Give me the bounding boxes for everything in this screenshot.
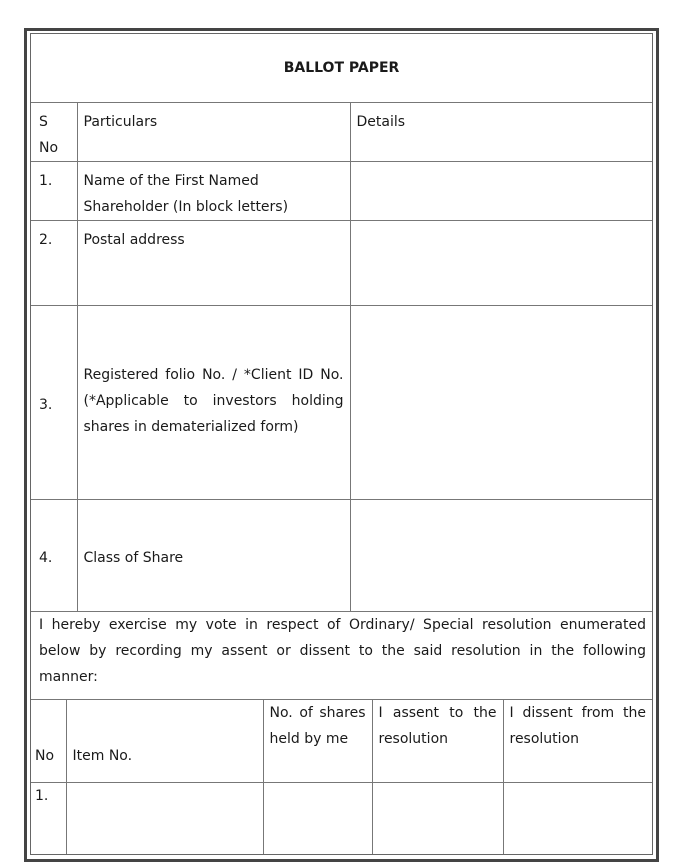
res-header-no: No bbox=[31, 700, 66, 783]
res-shares-field[interactable] bbox=[263, 783, 372, 856]
row-number: 1. bbox=[31, 161, 77, 220]
details-field-folio[interactable] bbox=[350, 305, 652, 499]
res-dissent-field[interactable] bbox=[503, 783, 652, 856]
row-number: 4. bbox=[31, 499, 77, 611]
header-details: Details bbox=[350, 102, 652, 161]
row-particular: Registered folio No. / *Client ID No. (*Applicable to investors holding shares in dematerialized form) bbox=[77, 305, 350, 499]
table-row bbox=[31, 305, 652, 499]
resolution-table bbox=[31, 699, 652, 855]
title-row bbox=[31, 34, 652, 102]
particulars-table bbox=[31, 34, 652, 699]
table-row bbox=[31, 783, 652, 856]
details-field-class[interactable] bbox=[350, 499, 652, 611]
header-sno: S No bbox=[31, 102, 77, 161]
details-field-name[interactable] bbox=[350, 161, 652, 220]
row-number: 2. bbox=[31, 220, 77, 305]
res-assent-field[interactable] bbox=[372, 783, 503, 856]
res-header-item: Item No. bbox=[66, 700, 263, 783]
table-row bbox=[31, 220, 652, 305]
header-particulars: Particulars bbox=[77, 102, 350, 161]
header-row bbox=[31, 102, 652, 161]
res-header-shares: No. of shares held by me bbox=[263, 700, 372, 783]
declaration-text: I hereby exercise my vote in respect of Ordinary/ Special resolution enumerated below by recording my assent or dissent to the said resolution in the following manner: bbox=[31, 611, 652, 699]
table-row bbox=[31, 499, 652, 611]
ballot-paper-form bbox=[30, 33, 653, 855]
res-row-number: 1. bbox=[31, 783, 66, 856]
row-particular: Class of Share bbox=[77, 499, 350, 611]
res-header-assent: I assent to the resolution bbox=[372, 700, 503, 783]
row-particular: Postal address bbox=[77, 220, 350, 305]
form-title: BALLOT PAPER bbox=[31, 34, 652, 102]
res-item-field[interactable] bbox=[66, 783, 263, 856]
resolution-header-row bbox=[31, 700, 652, 783]
declaration-row bbox=[31, 611, 652, 699]
row-particular: Name of the First Named Shareholder (In block letters) bbox=[77, 161, 350, 220]
details-field-address[interactable] bbox=[350, 220, 652, 305]
row-number: 3. bbox=[31, 305, 77, 499]
table-row bbox=[31, 161, 652, 220]
res-header-dissent: I dissent from the resolution bbox=[503, 700, 652, 783]
